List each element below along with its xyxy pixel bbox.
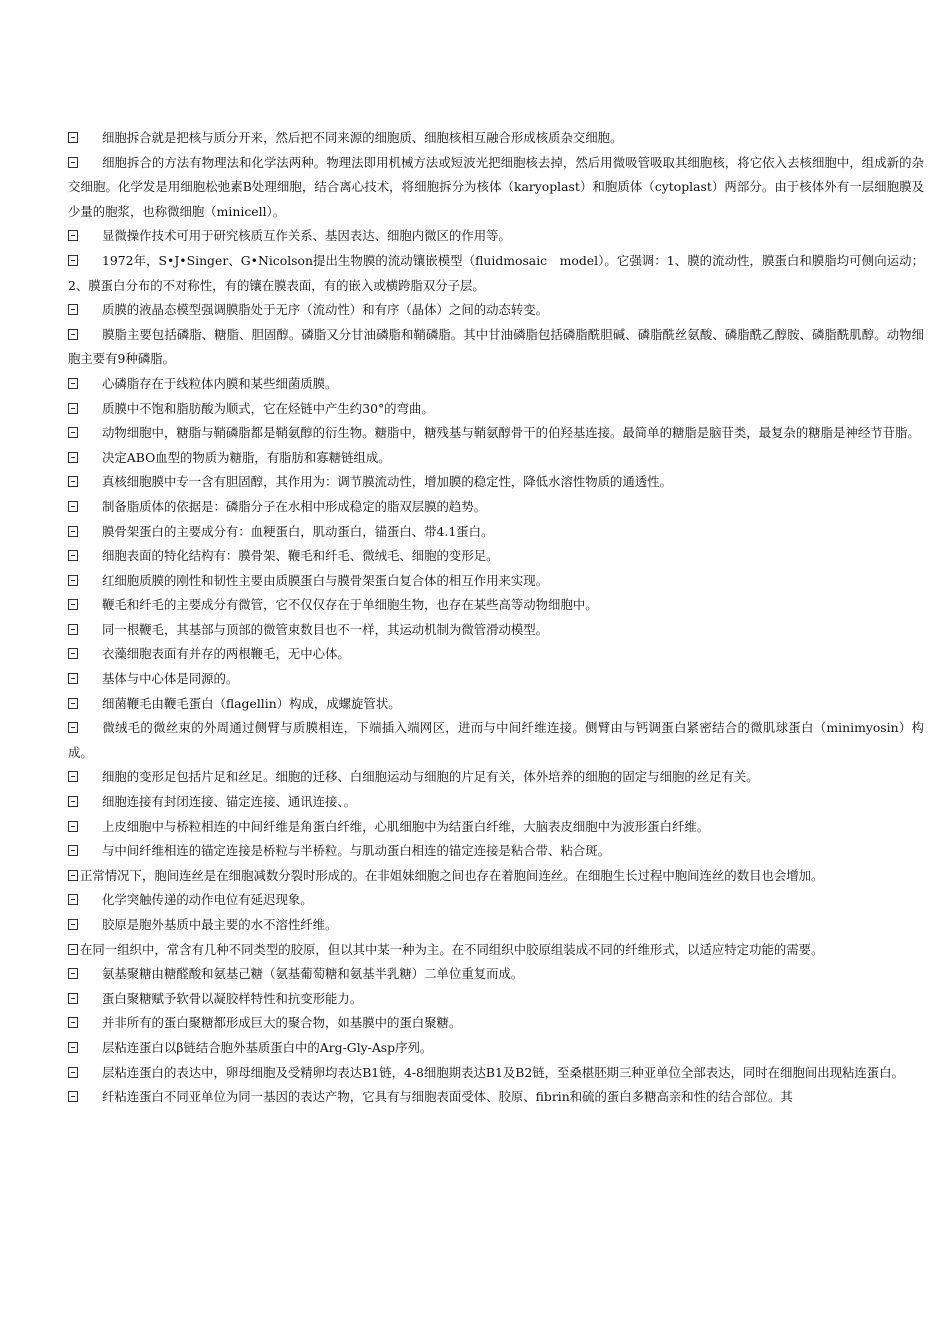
item-text: 胶原是胞外基质中最主要的水不溶性纤维。 [102, 917, 338, 932]
list-item [68, 323, 924, 372]
square-bullet-icon [68, 378, 78, 389]
square-bullet-icon [68, 1091, 78, 1102]
square-bullet-icon [68, 1067, 78, 1078]
item-text: 膜骨架蛋白的主要成分有：血粳蛋白，肌动蛋白，锚蛋白、带4.1蛋白。 [102, 523, 494, 539]
square-bullet-icon [68, 894, 78, 905]
square-bullet-icon [68, 919, 78, 930]
item-text: 细胞拆合的方法有物理法和化学法两种。物理法即用机械方法或短波光把细胞核去掉，然后用微吸管吸取其细胞核，将它依入去核细胞中，组成新的杂交细胞。化学发是用细胞松弛素B处理细胞，结合离心技术，将细胞拆分为核体（karyoplast）和胞质体（cytoplast）两部分。由于核体外有一层细胞膜及少量的胞浆，也称微细胞（minicell）。 [68, 154, 924, 219]
square-bullet-icon [68, 575, 78, 586]
item-text: 纤粘连蛋白不同亚单位为同一基因的表达产物，它具有与细胞表面受体、胶原、fibrin和硫的蛋白多糖高亲和性的结合部位。其 [102, 1089, 793, 1105]
square-bullet-icon [68, 1017, 78, 1028]
item-text: 层粘连蛋白以β链结合胞外基质蛋白中的Arg-Gly-Asp序列。 [102, 1039, 433, 1055]
list-item [68, 692, 924, 717]
list-item [68, 224, 924, 249]
item-text: 真核细胞膜中专一含有胆固醇，其作用为：调节膜流动性，增加膜的稳定性，降低水溶性物质的通透性。 [102, 474, 672, 490]
list-item [68, 987, 924, 1012]
square-bullet-icon [68, 821, 78, 832]
square-bullet-icon [68, 329, 78, 340]
list-item [68, 642, 924, 667]
item-text: 膜脂主要包括磷脂、糖脂、胆固醇。磷脂又分甘油磷脂和鞘磷脂。其中甘油磷脂包括磷脂酰胆碱、磷脂酰丝氨酸、磷脂酰乙醇胺、磷脂酰肌醇。动物细胞主要有9种磷脂。 [68, 326, 924, 367]
item-text: 细胞的变形足包括片足和丝足。细胞的迁移、白细胞运动与细胞的片足有关，体外培养的细胞的固定与细胞的丝足有关。 [102, 769, 759, 785]
item-text: 质膜的液晶态模型强调膜脂处于无序（流动性）和有序（晶体）之间的动态转变。 [102, 302, 549, 318]
list-item [68, 1036, 924, 1061]
item-text: 与中间纤维相连的锚定连接是桥粒与半桥粒。与肌动蛋白相连的锚定连接是粘合带、粘合斑。 [102, 843, 611, 859]
item-text: 细菌鞭毛由鞭毛蛋白（flagellin）构成，成螺旋管状。 [102, 695, 401, 711]
list-item [68, 593, 924, 618]
square-bullet-icon [68, 501, 78, 512]
item-text: 层粘连蛋白的表达中，卵母细胞及受精卵均表达B1链，4-8细胞期表达B1及B2链，至桑椹胚期三种亚单位全部表达，同时在细胞间出现粘连蛋白。 [102, 1064, 904, 1080]
list-item [68, 1011, 924, 1036]
square-bullet-icon [68, 255, 78, 266]
list-item [68, 470, 924, 495]
list-item [68, 790, 924, 815]
item-text: 红细胞质膜的刚性和韧性主要由质膜蛋白与膜骨架蛋白复合体的相互作用来实现。 [102, 572, 549, 588]
square-bullet-icon [68, 476, 78, 487]
item-text: 在同一组织中，常含有几种不同类型的胶原，但以其中某一种为主。在不同组织中胶原组装成不同的纤维形式，以适应特定功能的需要。 [80, 941, 824, 957]
square-bullet-icon [68, 870, 78, 881]
list-item [68, 765, 924, 790]
square-bullet-icon [68, 698, 78, 709]
list-item [68, 1061, 924, 1086]
item-text: 细胞表面的特化结构有：膜骨架、鞭毛和纤毛、微绒毛、细胞的变形足。 [102, 548, 499, 564]
square-bullet-icon [68, 968, 78, 979]
list-item [68, 938, 924, 963]
list-item [68, 839, 924, 864]
square-bullet-icon [68, 624, 78, 635]
square-bullet-icon [68, 1042, 78, 1053]
item-text: 1972年，S•J•Singer、G•Nicolson提出生物膜的流动镶嵌模型（fluidmosaic model）。它强调：1、膜的流动性，膜蛋白和膜脂均可侧向运动；2、膜蛋白分布的不对称性，有的镶在膜表面，有的嵌入或横跨脂双分子层。 [68, 252, 924, 293]
item-text: 鞭毛和纤毛的主要成分有微管，它不仅仅存在于单细胞生物，也存在某些高等动物细胞中。 [102, 597, 598, 613]
square-bullet-icon [68, 427, 78, 438]
item-text: 心磷脂存在于线粒体内膜和某些细菌质膜。 [102, 375, 338, 391]
list-item [68, 544, 924, 569]
item-text: 动物细胞中，糖脂与鞘磷脂都是鞘氨醇的衍生物。糖脂中，糖残基与鞘氨醇骨干的伯羟基连接。最简单的糖脂是脑苷类，最复杂的糖脂是神经节苷脂。 [102, 425, 920, 441]
list-item [68, 126, 924, 151]
list-item [68, 421, 924, 446]
square-bullet-icon [68, 648, 78, 659]
item-text: 基体与中心体是同源的。 [102, 671, 239, 687]
square-bullet-icon [68, 550, 78, 561]
list-item [68, 1085, 924, 1110]
list-item [68, 495, 924, 520]
square-bullet-icon [68, 304, 78, 315]
item-text: 显微操作技术可用于研究核质互作关系、基因表达、细胞内微区的作用等。 [102, 228, 511, 244]
list-item [68, 913, 924, 938]
list-item [68, 397, 924, 422]
square-bullet-icon [68, 599, 78, 610]
document-body [68, 126, 924, 1110]
square-bullet-icon [68, 452, 78, 463]
item-text: 同一根鞭毛，其基部与顶部的微管束数目也不一样，其运动机制为微管滑动模型。 [102, 621, 549, 637]
list-item [68, 888, 924, 913]
item-text: 微绒毛的微丝束的外周通过侧臂与质膜相连，下端插入端网区，进而与中间纤维连接。侧臂由与钙调蛋白紧密结合的微肌球蛋白（minimyosin）构成。 [68, 720, 924, 760]
list-item [68, 151, 924, 225]
list-item [68, 864, 924, 889]
square-bullet-icon [68, 526, 78, 537]
square-bullet-icon [68, 403, 78, 414]
list-item [68, 372, 924, 397]
list-item [68, 716, 924, 765]
item-text: 制备脂质体的依据是：磷脂分子在水相中形成稳定的脂双层膜的趋势。 [102, 498, 487, 514]
item-text: 并非所有的蛋白聚糖都形成巨大的聚合物，如基膜中的蛋白聚糖。 [102, 1015, 462, 1031]
square-bullet-icon [68, 673, 78, 684]
square-bullet-icon [68, 771, 78, 782]
list-item [68, 962, 924, 987]
item-text: 衣藻细胞表面有并存的两根鞭毛，无中心体。 [102, 646, 350, 662]
list-item [68, 815, 924, 840]
square-bullet-icon [68, 230, 78, 241]
item-text: 氨基聚糖由糖醛酸和氨基己糖（氨基葡萄糖和氨基半乳糖）二单位重复而成。 [102, 966, 524, 982]
square-bullet-icon [68, 132, 78, 143]
list-item [68, 446, 924, 471]
list-item [68, 569, 924, 594]
item-text: 化学突触传递的动作电位有延迟现象。 [102, 892, 313, 908]
item-text: 上皮细胞中与桥粒相连的中间纤维是角蛋白纤维，心肌细胞中为结蛋白纤维，大脑表皮细胞中为波形蛋白纤维。 [102, 818, 710, 834]
item-text: 正常情况下，胞间连丝是在细胞减数分裂时形成的。在非姐妹细胞之间也存在着胞间连丝。在细胞生长过程中胞间连丝的数目也会增加。 [80, 867, 824, 883]
item-text: 细胞连接有封闭连接、锚定连接、通讯连接、。 [102, 794, 357, 810]
square-bullet-icon [68, 157, 78, 168]
list-item [68, 520, 924, 545]
list-item [68, 298, 924, 323]
square-bullet-icon [68, 993, 78, 1004]
item-text: 蛋白聚糖赋予软骨以凝胶样特性和抗变形能力。 [102, 990, 363, 1006]
list-item [68, 249, 924, 298]
list-item [68, 667, 924, 692]
square-bullet-icon [68, 944, 78, 955]
list-item [68, 618, 924, 643]
square-bullet-icon [68, 722, 78, 733]
item-text: 质膜中不饱和脂肪酸为顺式，它在烃链中产生约30°的弯曲。 [102, 400, 434, 416]
item-text: 细胞拆合就是把核与质分开来，然后把不同来源的细胞质、细胞核相互融合形成核质杂交细胞。 [102, 130, 623, 145]
item-text: 决定ABO血型的物质为糖脂，有脂肪和寡糖链组成。 [102, 449, 391, 465]
square-bullet-icon [68, 796, 78, 807]
square-bullet-icon [68, 845, 78, 856]
